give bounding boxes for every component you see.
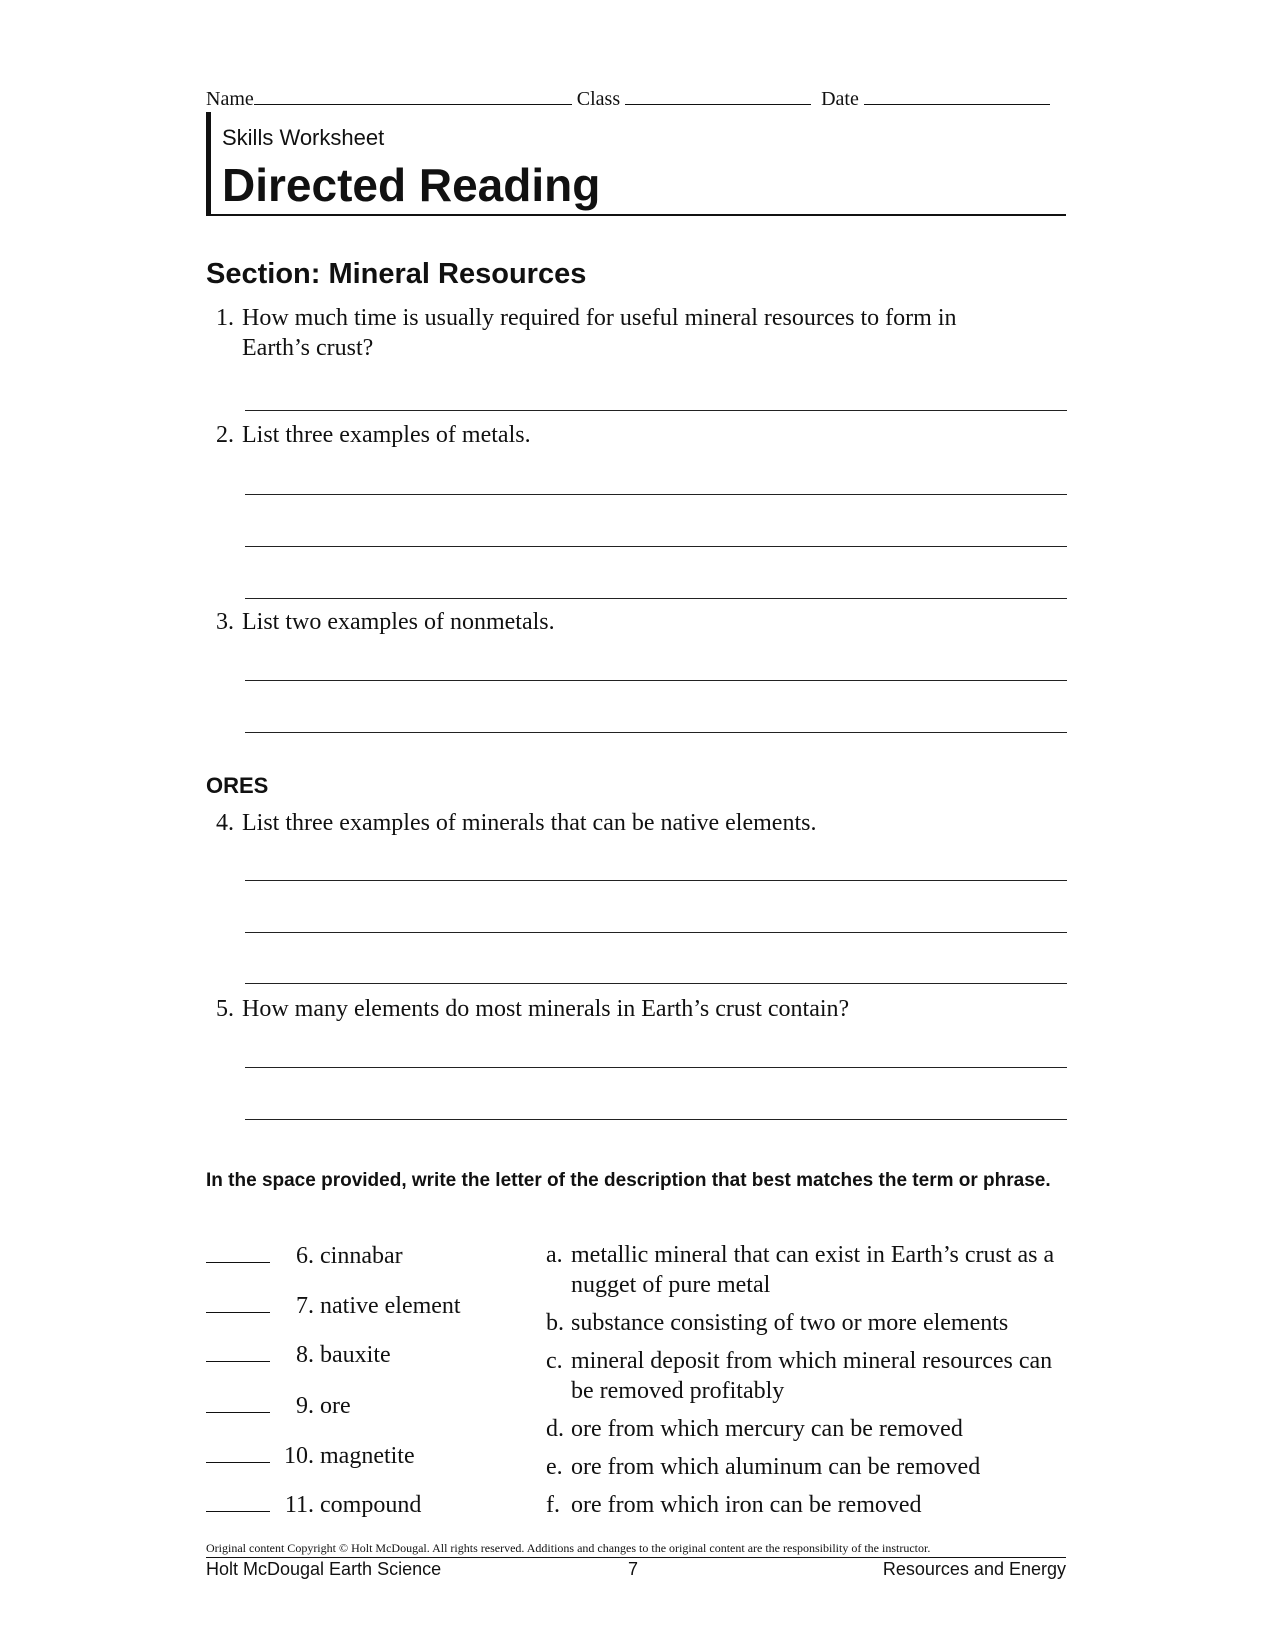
date-field[interactable] [864, 86, 1050, 105]
description-text: ore from which mercury can be removed [571, 1416, 963, 1442]
term-row [206, 1292, 461, 1320]
term-row [206, 1442, 415, 1470]
question-2 [216, 420, 1016, 450]
term-number: 10. [284, 1443, 314, 1469]
description-text: mineral deposit from which mineral resources can be removed profitably [571, 1348, 1053, 1404]
answer-line[interactable] [245, 1067, 1067, 1068]
answer-blank[interactable] [206, 1392, 270, 1413]
answer-line[interactable] [245, 598, 1067, 599]
copyright-notice: Original content Copyright © Holt McDougal. All rights reserved. Additions and changes to the original content are the responsibility of the instructor. [206, 1541, 931, 1555]
question-text: List three examples of metals. [242, 422, 531, 448]
term-number: 7. [296, 1293, 314, 1319]
question-number: 1. [216, 305, 234, 331]
page-title: Directed Reading [222, 159, 601, 211]
description-item [546, 1490, 1066, 1520]
term-number: 11. [284, 1492, 314, 1518]
answer-line[interactable] [245, 494, 1067, 495]
description-item [546, 1240, 1066, 1300]
answer-line[interactable] [245, 410, 1067, 411]
matching-instructions: In the space provided, write the letter of the description that best matches the term or phrase. [206, 1170, 1051, 1191]
term-row [206, 1341, 391, 1369]
question-5 [216, 994, 1016, 1024]
date-label: Date [821, 88, 859, 110]
term-number: 8. [296, 1342, 314, 1368]
question-text: How much time is usually required for useful mineral resources to form in Earth’s crust? [242, 305, 957, 361]
section-heading: Section: Mineral Resources [206, 258, 587, 290]
term-text: ore [320, 1393, 351, 1419]
description-item [546, 1346, 1066, 1406]
description-text: ore from which iron can be removed [571, 1492, 922, 1518]
answer-line[interactable] [245, 546, 1067, 547]
name-label: Name [206, 88, 254, 110]
question-4 [216, 808, 1016, 838]
question-number: 5. [216, 996, 234, 1022]
description-text: metallic mineral that can exist in Earth’s crust as a nugget of pure metal [571, 1242, 1055, 1298]
footer-divider [206, 1557, 1066, 1558]
term-number: 6. [296, 1243, 314, 1269]
answer-blank[interactable] [206, 1242, 270, 1263]
term-row [206, 1242, 403, 1270]
description-item [546, 1308, 1066, 1338]
question-1 [216, 303, 1016, 363]
description-letter: f. [546, 1492, 560, 1518]
question-3 [216, 607, 1016, 637]
term-text: bauxite [320, 1342, 391, 1368]
description-letter: c. [546, 1348, 563, 1374]
answer-line[interactable] [245, 983, 1067, 984]
class-field[interactable] [625, 86, 811, 105]
answer-blank[interactable] [206, 1292, 270, 1313]
class-label: Class [576, 88, 621, 110]
subheading-ores: ORES [206, 773, 269, 798]
answer-blank[interactable] [206, 1491, 270, 1512]
term-row [206, 1491, 421, 1519]
answer-line[interactable] [245, 680, 1067, 681]
question-number: 3. [216, 609, 234, 635]
description-letter: a. [546, 1242, 563, 1268]
footer-chapter: Resources and Energy [882, 1559, 1066, 1579]
footer-page-number: 7 [628, 1559, 639, 1579]
term-text: cinnabar [320, 1243, 403, 1269]
answer-blank[interactable] [206, 1341, 270, 1362]
question-number: 2. [216, 422, 234, 448]
answer-line[interactable] [245, 932, 1067, 933]
answer-line[interactable] [245, 732, 1067, 733]
term-text: magnetite [320, 1443, 415, 1469]
question-text: List two examples of nonmetals. [242, 609, 555, 635]
question-text: How many elements do most minerals in Earth’s crust contain? [242, 996, 850, 1022]
description-letter: d. [546, 1416, 564, 1442]
term-text: compound [320, 1492, 422, 1518]
description-item [546, 1414, 1066, 1444]
description-letter: e. [546, 1454, 563, 1480]
description-text: ore from which aluminum can be removed [571, 1454, 981, 1480]
worksheet-type: Skills Worksheet [222, 125, 385, 150]
answer-line[interactable] [245, 880, 1067, 881]
answer-blank[interactable] [206, 1442, 270, 1463]
name-field[interactable] [254, 86, 572, 105]
student-info-line [206, 86, 1066, 111]
answer-line[interactable] [245, 1119, 1067, 1120]
description-text: substance consisting of two or more elements [571, 1310, 1009, 1336]
footer-book-title: Holt McDougal Earth Science [206, 1559, 442, 1579]
question-text: List three examples of minerals that can be native elements. [242, 810, 817, 836]
term-number: 9. [296, 1393, 314, 1419]
description-item [546, 1452, 1066, 1482]
question-number: 4. [216, 810, 234, 836]
term-row [206, 1392, 351, 1420]
term-text: native element [320, 1293, 461, 1319]
description-letter: b. [546, 1310, 564, 1336]
